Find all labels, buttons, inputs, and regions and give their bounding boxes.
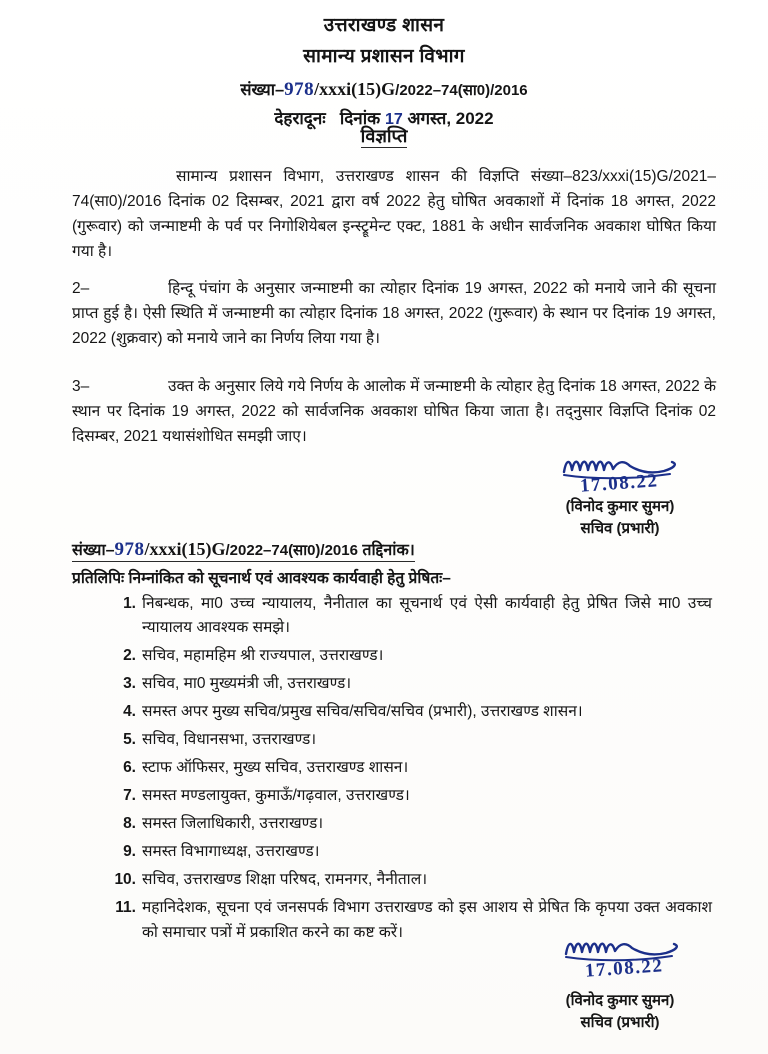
list-item-text: समस्त मण्डलायुक्त, कुमाऊँ/गढ़वाल, उत्तराखण्ड।: [142, 787, 410, 805]
list-item-number: 11.: [115, 899, 136, 917]
signature-block-bottom: [520, 990, 720, 1034]
endorsement-sankhya-label: संख्या–: [72, 542, 115, 559]
list-item: [112, 644, 712, 668]
recipient-list: [112, 592, 712, 945]
paragraph-3-number: 3–: [72, 378, 90, 395]
list-item-text: सचिव, विधानसभा, उत्तराखण्ड।: [142, 731, 317, 749]
department-name: सामान्य प्रशासन विभाग: [303, 45, 465, 67]
signatory-name-bottom: (विनोद कुमार सुमन): [565, 992, 675, 1009]
date-label: दिनांक: [339, 108, 381, 128]
list-item: [112, 812, 712, 836]
list-item-text: सचिव, उत्तराखण्ड शिक्षा परिषद, रामनगर, नैनीताल।: [142, 871, 428, 889]
list-item: [112, 592, 712, 641]
list-item: [112, 784, 712, 808]
page-title: [0, 124, 768, 148]
list-item: [112, 700, 712, 724]
endorsement-plain-part: /2022–74(सा0)/2016: [225, 542, 358, 559]
list-item-number: 4.: [123, 703, 136, 721]
list-item: [112, 672, 712, 696]
paragraph-2: [72, 276, 716, 351]
letter-number-line: [0, 77, 768, 101]
sankhya-roman-part: /xxxi(15)G: [314, 78, 396, 99]
list-item-number: 9.: [123, 843, 136, 861]
date-day-handwritten: 17: [384, 110, 403, 128]
signature-date-handwritten-top: 17.08.22: [579, 470, 660, 497]
page-title-text: विज्ञप्ति: [360, 126, 408, 146]
signature-date-handwritten-bottom: 17.08.22: [584, 955, 665, 982]
list-item-number: 5.: [123, 731, 136, 749]
sankhya-handwritten-number: 978: [284, 78, 315, 100]
signatory-designation-top: सचिव (प्रभारी): [580, 519, 660, 537]
list-item-text: महानिदेशक, सूचना एवं जनसपर्क विभाग उत्तराखण्ड को इस आशय से प्रेषित कि कृपया उक्त अवकाश को समाचार पत्रों में प्रकाशित करने का कष्ट करें।: [142, 899, 712, 941]
endorsement-tadhdinank: तद्दिनांक।: [362, 542, 415, 559]
paragraph-2-number: 2–: [72, 280, 90, 297]
signatory-name-top: (विनोद कुमार सुमन): [565, 498, 675, 515]
endorsement-roman-part: /xxxi(15)G: [144, 539, 226, 559]
list-item-text: स्टाफ ऑफिसर, मुख्य सचिव, उत्तराखण्ड शासन।: [142, 759, 409, 777]
list-item-text: समस्त अपर मुख्य सचिव/प्रमुख सचिव/सचिव/सचिव (प्रभारी), उत्तराखण्ड शासन।: [142, 703, 583, 721]
list-item-number: 1.: [123, 595, 136, 612]
list-item-number: 8.: [123, 815, 136, 833]
list-item-number: 6.: [123, 759, 136, 777]
place-label: देहरादूनः: [274, 108, 326, 128]
endorsement-number-underlined: [72, 539, 415, 562]
list-item-number: 3.: [123, 675, 136, 693]
list-item-text: निबन्धक, मा0 उच्च न्यायालय, नैनीताल का सूचनार्थ एवं ऐसी कार्यवाही हेतु प्रेषित जिसे मा0 उच्च न्यायालय आवश्यक समझे।: [142, 595, 712, 637]
date-rest: अगस्त, 2022: [407, 108, 494, 128]
list-item-text: समस्त विभागाध्यक्ष, उत्तराखण्ड।: [142, 843, 320, 861]
signature-block-top: [520, 496, 720, 540]
paragraph-3-text: उक्त के अनुसार लिये गये निर्णय के आलोक में जन्माष्टमी के त्योहार हेतु दिनांक 18 अगस्त, 2022 के स्थान पर दिनांक 19 अगस्त, 2022 को सार्वजनिक अवकाश घोषित किया जाता है। तद्नुसार विज्ञप्ति दिनांक 02 दिसम्बर, 2021 यथासंशोधित समझी जाए।: [72, 378, 716, 446]
list-item-text: सचिव, मा0 मुख्यमंत्री जी, उत्तराखण्ड।: [142, 675, 352, 693]
paragraph-1-text: सामान्य प्रशासन विभाग, उत्तराखण्ड शासन की विज्ञप्ति संख्या–823/xxxi(15)G/2021–74(सा0)/2016 दिनांक 02 दिसम्बर, 2021 द्वारा वर्ष 2022 हेतु घोषित अवकाशों में दिनांक 18 अगस्त, 2022 (गुरूवार) को जन्माष्टमी के पर्व पर निगोशियेबल इन्स्ट्रूमेन्ट एक्ट, 1881 के अधीन सार्वजनिक अवकाश घोषित किया गया है।: [72, 168, 716, 261]
list-item-number: 10.: [114, 871, 136, 889]
list-item: [112, 868, 712, 892]
document-header: [0, 12, 768, 129]
pratilipi-line: प्रतिलिपिः निम्नांकित को सूचनार्थ एवं आवश्यक कार्यवाही हेतु प्रेषितः–: [72, 570, 451, 587]
endorsement-number-line: [72, 538, 415, 561]
list-item-text: समस्त जिलाधिकारी, उत्तराखण्ड।: [142, 815, 324, 833]
list-item-number: 2.: [123, 647, 136, 665]
paragraph-1: [72, 164, 716, 264]
sankhya-label: संख्या–: [240, 80, 285, 99]
endorsement-handwritten-number: 978: [114, 539, 145, 560]
list-item: [112, 756, 712, 780]
sankhya-plain-part: /2022–74(सा0)/2016: [395, 81, 528, 99]
list-item-number: 7.: [123, 787, 136, 805]
paragraph-3: [72, 374, 716, 449]
list-item: [112, 840, 712, 864]
list-item: [112, 728, 712, 752]
signatory-designation-bottom: सचिव (प्रभारी): [580, 1013, 660, 1031]
paragraph-2-text: हिन्दू पंचांग के अनुसार जन्माष्टमी का त्योहार दिनांक 19 अगस्त, 2022 को मनाये जाने की सूचना प्राप्त हुई है। ऐसी स्थिति में जन्माष्टमी का त्योहार दिनांक 18 अगस्त, 2022 (गुरूवार) के स्थान पर दिनांक 19 अगस्त, 2022 (शुक्रवार) को मनाये जाने का निर्णय लिया गया है।: [72, 280, 716, 348]
govt-name: उत्तराखण्ड शासन: [323, 15, 445, 36]
list-item-text: सचिव, महामहिम श्री राज्यपाल, उत्तराखण्ड।: [142, 647, 384, 665]
